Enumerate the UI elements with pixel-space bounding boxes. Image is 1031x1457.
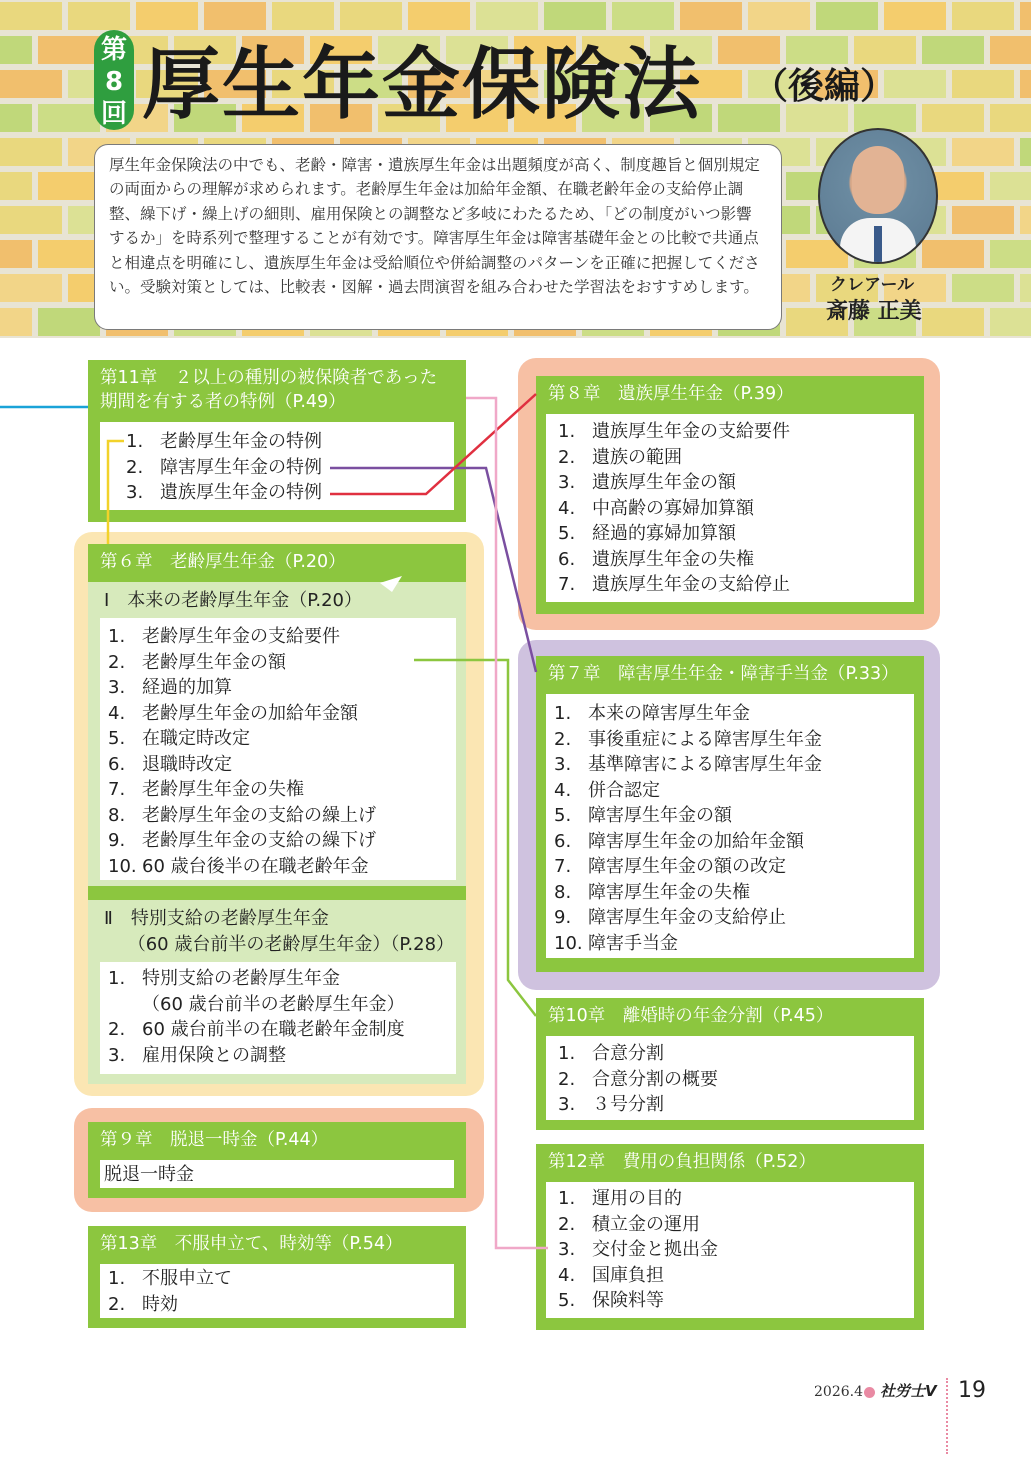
item-number: 2. <box>126 456 144 478</box>
item-text: 不服申立て <box>142 1268 232 1289</box>
item-text: 遺族厚生年金の特例 <box>160 482 322 503</box>
item-number: 1. <box>558 1188 576 1209</box>
badge-number: 8 <box>104 67 124 97</box>
item-number: 6. <box>108 753 126 775</box>
item-text: 交付金と拠出金 <box>592 1239 718 1260</box>
item-text: ３号分割 <box>592 1094 664 1115</box>
chapter-12-title: 第12章 費用の負担関係（P.52） <box>548 1152 816 1172</box>
item-number: 2. <box>558 446 576 468</box>
item-number: 1. <box>126 431 144 452</box>
chapter-11-title: 第11章 ２以上の種別の被保険者であった 期間を有する者の特例（P.49） <box>100 368 438 412</box>
item-number: 8. <box>108 804 126 826</box>
item-text: 遺族厚生年金の額 <box>592 472 736 493</box>
item-number: 10. <box>108 855 137 877</box>
item-number: 4. <box>108 702 126 724</box>
item-number: 7. <box>108 779 126 800</box>
item-text: 障害厚生年金の額の改定 <box>588 856 786 877</box>
page-number: 19 <box>958 1378 986 1403</box>
author-organization: クレアール <box>830 275 915 295</box>
item-number: 6. <box>558 548 576 570</box>
item-number: 2. <box>558 1213 576 1235</box>
item-number: 5. <box>558 523 576 544</box>
item-number: 8. <box>554 881 572 903</box>
callout-tail <box>380 576 402 592</box>
item-text: 老齢厚生年金の支給の繰下げ <box>142 830 376 851</box>
magazine-name: 社労士V <box>880 1382 937 1400</box>
item-text: 時効 <box>142 1293 178 1315</box>
line-purple <box>330 468 536 672</box>
item-text: 遺族厚生年金の支給停止 <box>592 574 790 595</box>
item-number: 5. <box>554 805 572 826</box>
item-number: 9. <box>108 830 126 851</box>
item-text: 本来の障害厚生年金 <box>588 703 750 724</box>
item-text: 老齢厚生年金の特例 <box>160 431 322 452</box>
item-text: 障害厚生年金の支給停止 <box>588 907 786 928</box>
chapter-6-title: 第６章 老齢厚生年金（P.20） <box>100 552 346 572</box>
item-number: 3. <box>126 482 144 503</box>
item-number: 2. <box>108 1293 126 1315</box>
item-number: 10. <box>554 932 583 954</box>
item-number: 5. <box>558 1290 576 1311</box>
item-number: 3. <box>108 677 126 698</box>
item-number: 1. <box>108 626 126 647</box>
item-text: 経過的寡婦加算額 <box>592 523 736 544</box>
line-green <box>414 660 536 1016</box>
footer-divider <box>946 1378 948 1454</box>
item-number: 9. <box>554 907 572 928</box>
item-number: 4. <box>558 497 576 519</box>
item-number: 3. <box>558 1094 576 1115</box>
item-text: 基準障害による障害厚生年金 <box>588 754 822 775</box>
item-text: 障害厚生年金の加給年金額 <box>588 830 804 852</box>
chapter-6-section-1-title: Ⅰ 本来の老齢厚生年金（P.20） <box>104 590 362 611</box>
item-number: 1. <box>558 1043 576 1064</box>
item-text: 障害厚生年金の特例 <box>160 456 322 478</box>
item-text: 障害厚生年金の額 <box>588 805 732 826</box>
item-number: 1. <box>558 421 576 442</box>
item-number: 2. <box>554 728 572 750</box>
item-text: 退職時改定 <box>142 753 232 775</box>
item-text: 併合認定 <box>588 779 660 801</box>
line-yellow <box>108 441 124 544</box>
item-text: 老齢厚生年金の加給年金額 <box>142 702 358 724</box>
item-number: 7. <box>554 856 572 877</box>
page-subtitle: （後編） <box>752 66 897 107</box>
item-text: 積立金の運用 <box>592 1213 700 1235</box>
item-number: 1. <box>554 703 572 724</box>
item-text: 老齢厚生年金の失権 <box>142 779 304 800</box>
item-number: 3. <box>558 472 576 493</box>
badge-top: 第 <box>100 35 127 65</box>
bullet-dot-icon <box>864 1387 875 1398</box>
chapter-10-title: 第10章 離婚時の年金分割（P.45） <box>548 1006 834 1026</box>
item-text: 事後重症による障害厚生年金 <box>588 728 822 750</box>
item-text: 雇用保険との調整 <box>142 1044 286 1066</box>
item-number: 7. <box>558 574 576 595</box>
item-text: 在職定時改定 <box>142 728 250 749</box>
issue-date: 2026.4 <box>814 1384 863 1400</box>
chapter-7-title: 第７章 障害厚生年金・障害手当金（P.33） <box>548 664 899 684</box>
item-number: 2. <box>108 1019 126 1040</box>
intro-text: 厚生年金保険法の中でも、老齢・障害・遺族厚生年金は出題頻度が高く、制度趣旨と個別規定の両面からの理解が求められます。老齢厚生年金は加給年金額、在職老齢年金の支給停止調整、繰下げ・繰上げの細則、雇用保険との調整など多岐にわたるため、「どの制度がいつ影響するか」を時系列で整理することが有効です。障害厚生年金は障害基礎年金との比較で共通点と相違点を明確にし、遺族厚生年金は受給順位や併給調整のパターンを正確に把握してください。受験対策としては、比較表・図解・過去問演習を組み合わせた学習法をおすすめします。 <box>94 144 782 330</box>
item-text: 老齢厚生年金の支給要件 <box>142 626 340 647</box>
chapter-8-title: 第８章 遺族厚生年金（P.39） <box>548 384 794 404</box>
item-number: 5. <box>108 728 126 749</box>
item-text: 中高齢の寡婦加算額 <box>592 497 754 519</box>
item-text: 運用の目的 <box>592 1188 682 1209</box>
item-number: 4. <box>554 779 572 801</box>
item-number: 2. <box>108 651 126 673</box>
item-text: 障害厚生年金の失権 <box>588 881 750 903</box>
item-number: 4. <box>558 1264 576 1286</box>
item-text: （60 歳台前半の老齢厚生年金） <box>142 993 405 1015</box>
page-title: 厚生年金保険法 <box>142 40 703 130</box>
item-text: 老齢厚生年金の支給の繰上げ <box>142 804 376 826</box>
item-text: 60 歳台前半の在職老齢年金制度 <box>142 1019 405 1040</box>
item-text: 脱退一時金 <box>104 1164 194 1185</box>
item-text: 合意分割の概要 <box>592 1068 718 1090</box>
badge-bottom: 回 <box>100 99 127 129</box>
item-text: 60 歳台後半の在職老齢年金 <box>142 855 369 877</box>
item-number: 6. <box>554 830 572 852</box>
item-text: 遺族厚生年金の支給要件 <box>592 421 790 442</box>
item-text: 合意分割 <box>592 1043 664 1064</box>
item-text: 経過的加算 <box>142 677 232 698</box>
item-number: 1. <box>108 968 126 989</box>
chapter-6-section-2-title: Ⅱ 特別支給の老齢厚生年金 （60 歳台前半の老齢厚生年金）（P.28） <box>104 908 455 955</box>
item-text: 特別支給の老齢厚生年金 <box>142 968 340 989</box>
item-text: 遺族厚生年金の失権 <box>592 548 754 570</box>
chapter-9-title: 第９章 脱退一時金（P.44） <box>100 1130 329 1150</box>
line-red <box>330 394 536 494</box>
item-number: 3. <box>554 754 572 775</box>
item-text: 障害手当金 <box>588 932 678 954</box>
item-number: 3. <box>558 1239 576 1260</box>
item-number: 3. <box>108 1044 126 1066</box>
item-text: 老齢厚生年金の額 <box>142 651 286 673</box>
item-number: 1. <box>108 1268 126 1289</box>
item-text: 遺族の範囲 <box>592 446 682 468</box>
item-text: 国庫負担 <box>592 1264 664 1286</box>
item-number: 2. <box>558 1068 576 1090</box>
item-text: 保険料等 <box>592 1290 664 1311</box>
author-name: 斎藤 正美 <box>826 299 922 324</box>
chapter-13-title: 第13章 不服申立て、時効等（P.54） <box>100 1234 403 1254</box>
